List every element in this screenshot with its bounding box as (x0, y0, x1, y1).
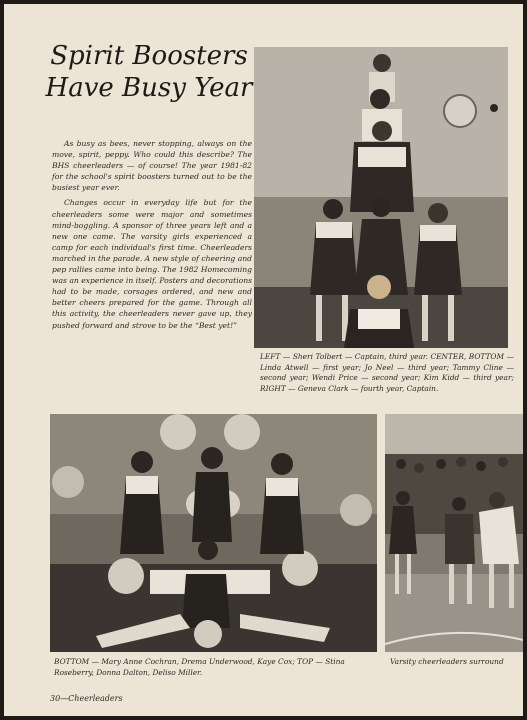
article-paragraph: Changes occur in everyday life but for the cheerleaders some were major and sometimes mind-boggling. A sponsor of three years left and a new one came. The varsity girls experienced a camp for each individual's first time. Cheerleaders marched in the parade. A new style of cheering and pep rallies came into being. The 1982 Homecoming was an experience in itself. Posters and decorations had to be made, corsages ordered, and new and better cheers prepared for the game. Through all this activity, the cheerleaders never gave up, they pushed forward and strove to be the “Best yet!” (52, 198, 252, 330)
headline (44, 40, 254, 104)
pyramid-photo (254, 47, 508, 348)
pompom-photo (50, 414, 377, 652)
headline-line-2: Have Busy Year (45, 73, 253, 103)
pyramid-caption: LEFT — Sheri Tolbert — Captain, third year. CENTER, BOTTOM — Linda Atwell — first year; Jo Neel — third year; Tammy Cline — second year; Wendi Price — second year; Kim Kidd — third year; RIGHT — Geneva Clark — fourth year, Captain. (260, 352, 514, 393)
varsity-photo (385, 414, 523, 652)
article-body (52, 138, 252, 335)
pompom-caption: BOTTOM — Mary Anne Cochran, Drema Underwood, Kaye Cox; TOP — Stina Roseberry, Donna Dalton, Deliso Miller. (54, 657, 345, 677)
varsity-caption: Varsity cheerleaders surround (390, 657, 504, 666)
page-folio: 30—Cheerleaders (50, 694, 123, 703)
yearbook-page (4, 4, 523, 716)
article-paragraph: As busy as bees, never stopping, always on the move, spirit, peppy. Who could this describe? The BHS cheerleaders — of course! The year 1981-82 for the school's spirit boosters turned out to be the busiest year ever. (52, 139, 252, 193)
headline-line-1: Spirit Boosters (50, 41, 248, 71)
